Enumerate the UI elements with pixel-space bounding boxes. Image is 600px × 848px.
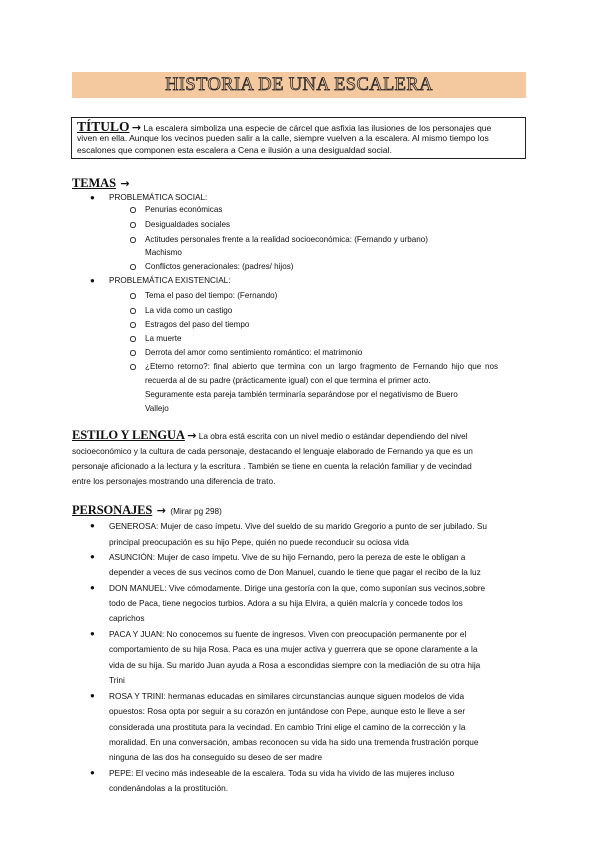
list-item: Estragos del paso del tiempo [145, 318, 249, 332]
list-item: ● PACA Y JUAN: No conocemos su fuente de ingresos. Viven con preocupación permanente por el [109, 626, 527, 642]
estilo-section: ESTILO Y LENGUA → La obra está escrita con un nivel medio o estándar dependiendo del nivel [72, 428, 468, 442]
bullet-icon: ● [90, 691, 95, 700]
bullet-icon: ● [90, 552, 95, 561]
circle-bullet-icon [130, 293, 136, 299]
list-item-continuation: Trini [109, 675, 125, 685]
list-item-continuation: vida de su hija. Su marido Juan ayuda a Rosa a escondidas siempre con la mediación de su otra hija [109, 660, 481, 670]
titulo-text-line: escalones que componen esta escalera a Cena e ilusión a una desigualdad social. [77, 145, 392, 156]
bullet-icon: ● [90, 193, 95, 202]
list-item: Conflictos generacionales: (padres/ hijos) [145, 260, 293, 274]
arrow-icon: → [156, 504, 166, 517]
bullet-icon: ● [90, 768, 95, 777]
list-item-continuation: depender a veces de sus vecinos como de Don Manuel, cuando le tiene que pagar el recibo de la luz [109, 567, 481, 577]
list-item: ¿Eterno retorno?: final abierto que termina con un largo fragmento de Fernando hijo que nos [145, 360, 498, 374]
estilo-label: ESTILO Y LENGUA [72, 428, 185, 442]
list-item: ● PROBLEMÁTICA SOCIAL: [90, 193, 208, 202]
list-item: ● DON MANUEL: Vive cómodamente. Dirige una gestoría con la que, como suponían sus vecinos,sobre [109, 580, 527, 596]
bullet-icon: ● [90, 629, 95, 638]
list-item: ● PEPE: El vecino más indeseable de la escalera. Toda su vida ha vivido de las mujeres incluso [109, 765, 527, 781]
circle-bullet-icon [130, 308, 136, 314]
bullet-icon: ● [90, 276, 95, 285]
page-title: HISTORIA DE UNA ESCALERA [165, 75, 433, 95]
estilo-text-line: socioeconómico y la cultura de cada personaje, destacando el lenguaje elaborado de Fernando ya que es un [72, 446, 473, 456]
list-item-continuation: comportamiento de su hija Rosa. Paca es una mujer activa y guerrera que se opone claramente a la [109, 644, 478, 654]
circle-bullet-icon [130, 364, 136, 370]
estilo-text-line: entre los personajes mostrando una diferencia de trato. [72, 476, 276, 486]
circle-bullet-icon [130, 322, 136, 328]
list-item-continuation: principal preocupación es su hijo Pepe, quién no puede reconducir su ociosa vida [109, 537, 409, 547]
list-item: ● PROBLEMÁTICA EXISTENCIAL: [90, 276, 231, 285]
list-item: Penurias económicas [145, 203, 222, 217]
personajes-note: (Mirar pg 298) [170, 507, 222, 516]
circle-bullet-icon [130, 264, 136, 270]
list-item-continuation: todo de Paca, tiene negocios turbios. Adora a su hija Elvira, a quién malcría y concede todos los [109, 598, 463, 608]
circle-bullet-icon [130, 350, 136, 356]
title-banner [72, 72, 526, 98]
titulo-label: TÍTULO [77, 119, 130, 134]
titulo-box [71, 117, 526, 159]
list-item: ● GENEROSA: Mujer de caso ímpetu. Vive del sueldo de su marido Gregorio a punto de ser jubilado. Su [109, 518, 527, 534]
list-item-continuation: opuestos: Rosa opta por seguir a su corazón en juntándose con Pepe, aunque esto le lleve a ser [109, 706, 466, 716]
list-item-continuation: considerada una prostituta para la vecindad. En cambio Trini elige el camino de la corrección y la [109, 722, 466, 732]
personajes-heading [72, 501, 222, 519]
list-item: Derrota del amor como sentimiento romántico: el matrimonio [145, 346, 362, 360]
arrow-icon: → [120, 177, 130, 190]
temas-label: TEMAS [72, 176, 116, 190]
list-item-continuation: caprichos [109, 613, 145, 623]
circle-bullet-icon [130, 207, 136, 213]
list-item-continuation: recuerda al de su padre (prácticamente igual) con el que termina el primer acto. [145, 376, 431, 385]
titulo-text-line: La escalera simboliza una especie de cárcel que asfixia las ilusiones de los personajes que [143, 123, 492, 133]
list-item-continuation: Machismo [145, 248, 182, 257]
circle-bullet-icon [130, 237, 136, 243]
list-item: Desigualdades sociales [145, 218, 230, 232]
estilo-text-line: personaje aficionado a la lectura y la escritura . También se tiene en cuenta la relación familiar y de vecindad [72, 461, 472, 471]
arrow-icon: → [131, 121, 142, 134]
circle-bullet-icon [130, 336, 136, 342]
titulo-text-line: viven en ella. Aunque los vecinos pueden salir a la calle, siempre vuelven a la escalera. Al mismo tiempo los [77, 133, 489, 144]
list-item-continuation: moralidad. En una conversación, ambas reconocen su vida ha sido una tremenda frustración porque [109, 737, 479, 747]
list-item: Actitudes personales frente a la realidad socioeconómica: (Fernando y urbano) [145, 233, 428, 247]
arrow-icon: → [187, 429, 197, 442]
list-item: La muerte [145, 332, 181, 346]
list-item-continuation: Seguramente esta pareja también terminaría separándose por el negativismo de Buero [145, 390, 458, 399]
list-item: ● ASUNCIÓN: Mujer de caso ímpetu. Vive de su hijo Fernando, pero la pereza de este le obligan a [109, 549, 527, 565]
list-item-continuation: condenándolas a la prostitución. [109, 783, 229, 793]
list-item: Tema el paso del tiempo: (Fernando) [145, 289, 277, 303]
list-item-continuation: Vallejo [145, 404, 169, 413]
list-item-continuation: ninguna de las dos ha conseguido su deseo de ser madre [109, 752, 323, 762]
temas-heading [72, 174, 130, 192]
list-item: La vida como un castigo [145, 304, 232, 318]
personajes-label: PERSONAJES [72, 503, 153, 517]
list-item: ● ROSA Y TRINI: hermanas educadas en similares circunstancias aunque siguen modelos de vida [109, 688, 527, 704]
circle-bullet-icon [130, 222, 136, 228]
bullet-icon: ● [90, 521, 95, 530]
bullet-icon: ● [90, 583, 95, 592]
